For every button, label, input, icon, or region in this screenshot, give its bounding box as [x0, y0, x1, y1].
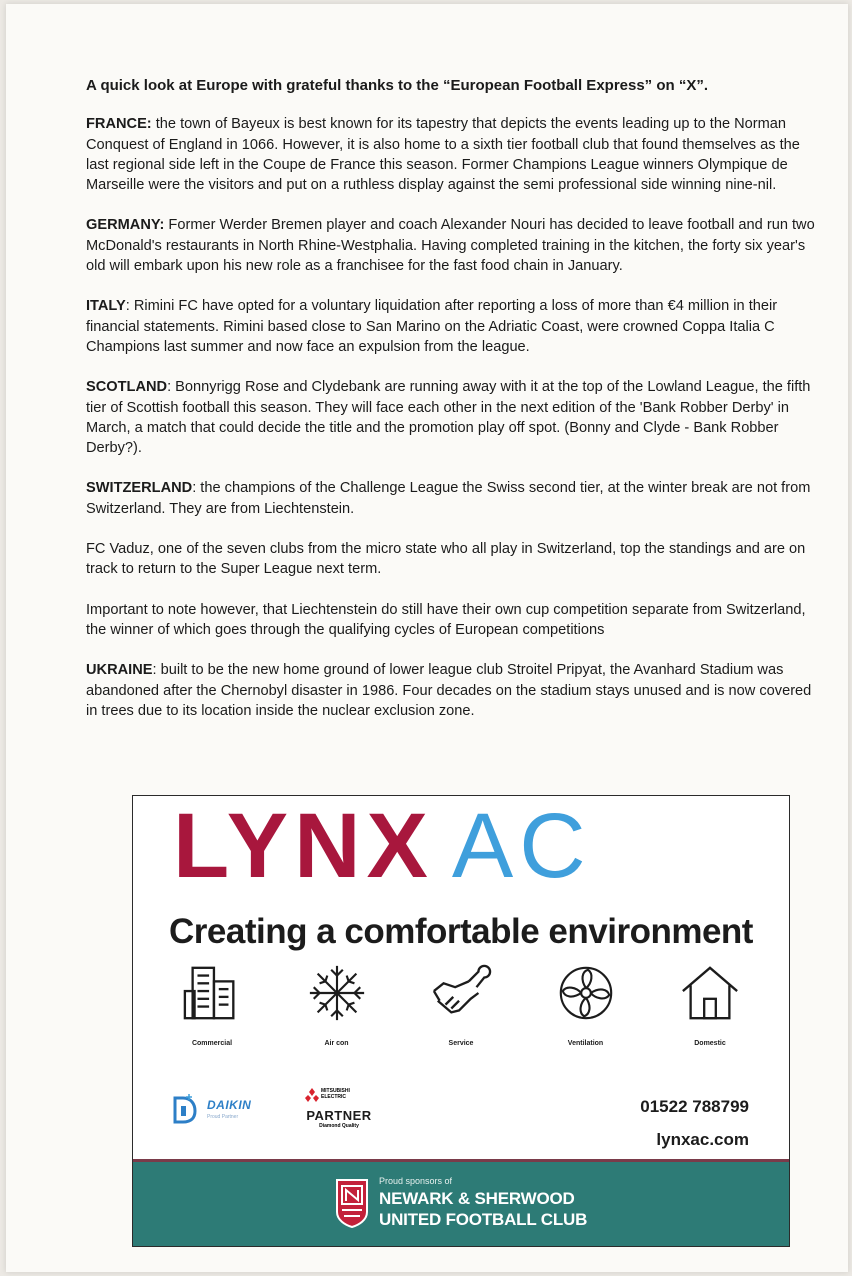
section-germany — [86, 215, 826, 276]
club-crest-icon — [335, 1178, 369, 1228]
service-label: Commercial — [191, 1040, 233, 1047]
service-label: Air con — [324, 1040, 349, 1047]
section-liechtenstein-cup — [86, 600, 826, 641]
section-italy — [86, 296, 826, 357]
house-icon — [679, 962, 741, 1024]
article-intro: A quick look at Europe with grateful thanks to the “European Football Express” on “X”. — [86, 77, 709, 94]
logo-lynx-text: LYNX — [173, 795, 434, 897]
contact-details — [640, 1090, 749, 1156]
service-aircon — [282, 962, 392, 1052]
section-text: the town of Bayeux is best known for its tapestry that depicts the events leading up to the Norman Conquest of England in 1066. However, it is also home to a sixth tier football club that found themselves as the last regional side left in the Coupe de France this season. Former Champions League winners Olympique de Marseille were the visitors and put on a ruthless display against the semi professional side winning nine-nil. — [86, 116, 800, 194]
building-icon — [181, 962, 243, 1024]
sponsor-text — [379, 1176, 587, 1230]
country-heading: FRANCE: — [86, 116, 152, 133]
fan-icon — [555, 962, 617, 1024]
country-heading: GERMANY: — [86, 217, 165, 234]
service-service — [406, 962, 516, 1052]
article — [86, 76, 826, 741]
partner-brands — [173, 1088, 423, 1148]
section-switzerland — [86, 478, 826, 519]
partner-label: PARTNER — [306, 1108, 372, 1123]
snowflake-icon — [306, 962, 368, 1024]
daikin-logo-icon — [173, 1092, 199, 1124]
brand-line: ELECTRIC — [321, 1094, 346, 1100]
section-france — [86, 114, 826, 195]
sponsor-banner — [133, 1159, 789, 1246]
service-label: Domestic — [694, 1040, 726, 1047]
country-heading: ITALY — [86, 298, 126, 315]
club-name-line2: UNITED FOOTBALL CLUB — [379, 1210, 588, 1229]
country-heading: SWITZERLAND — [86, 480, 193, 497]
section-vaduz — [86, 539, 826, 580]
partner-sub: Diamond Quality — [319, 1123, 359, 1129]
service-commercial — [157, 962, 267, 1052]
service-label: Ventilation — [567, 1040, 604, 1047]
section-text: Important to note however, that Liechtenstein do still have their own cup competition separate from Switzerland, the winner of which goes through the qualifying cycles of European competitions — [86, 601, 806, 638]
lynx-ac-logo — [173, 795, 753, 897]
mitsubishi-partner-badge — [299, 1088, 379, 1144]
service-domestic — [655, 962, 765, 1052]
handshake-icon — [430, 962, 492, 1024]
section-scotland — [86, 377, 826, 458]
country-heading: UKRAINE — [86, 662, 153, 679]
magazine-page — [6, 4, 848, 1272]
section-text: Former Werder Bremen player and coach Alexander Nouri has decided to leave football and run two McDonald's restaurants in North Rhine-Westphalia. Having completed training in the kitchen, the forty six year's old will embark upon his new role as a franchisee for the fast food chain in January. — [86, 217, 815, 275]
mitsubishi-diamonds-icon — [303, 1088, 321, 1102]
daikin-badge — [173, 1092, 283, 1132]
section-ukraine — [86, 660, 826, 721]
country-heading: SCOTLAND — [86, 379, 168, 396]
mitsubishi-brand — [321, 1088, 379, 1100]
sponsor-intro: Proud sponsors of — [379, 1176, 453, 1186]
phone-number: 01522 788799 — [640, 1097, 749, 1116]
club-name-line1: NEWARK & SHERWOOD — [379, 1189, 575, 1208]
website: lynxac.com — [656, 1130, 749, 1149]
logo-ac-text: AC — [451, 795, 592, 897]
lynx-ac-advert — [132, 795, 790, 1247]
section-text: : Bonnyrigg Rose and Clydebank are running away with it at the top of the Lowland League, the fifth tier of Scottish football this season. They will face each other in the next edition of the 'Bank Robber Derby' in March, a match that could decide the title and the promotion play off spot. (Bonny and Clyde - Bank Robber Derby?). — [86, 379, 811, 457]
services-row — [157, 962, 765, 1052]
section-text: : the champions of the Challenge League the Swiss second tier, at the winter break are not from Switzerland. They are from Liechtenstein. — [86, 480, 811, 517]
section-text: : Rimini FC have opted for a voluntary liquidation after reporting a loss of more than €4 million in their financial statements. Rimini based close to San Marino on the Adriatic Coast, were crowned Coppa Italia C Champions last summer and now face an expulsion from the league. — [86, 298, 778, 355]
service-ventilation — [531, 962, 641, 1052]
section-text: : built to be the new home ground of lower league club Stroitel Pripyat, the Avanhard Stadium was abandoned after the Chernobyl disaster in 1986. Four decades on the stadium stays unused and is now covered in trees due to its location inside the nuclear exclusion zone. — [86, 662, 812, 719]
ad-tagline: Creating a comfortable environment — [169, 912, 753, 951]
daikin-sub: Proud Partner — [207, 1114, 239, 1120]
service-label: Service — [448, 1040, 474, 1047]
section-text: FC Vaduz, one of the seven clubs from the micro state who all play in Switzerland, top the standings and are on track to return to the Super League next term. — [86, 541, 806, 578]
brand-line: MITSUBISHI — [321, 1088, 350, 1094]
daikin-name: DAIKIN — [207, 1098, 252, 1112]
